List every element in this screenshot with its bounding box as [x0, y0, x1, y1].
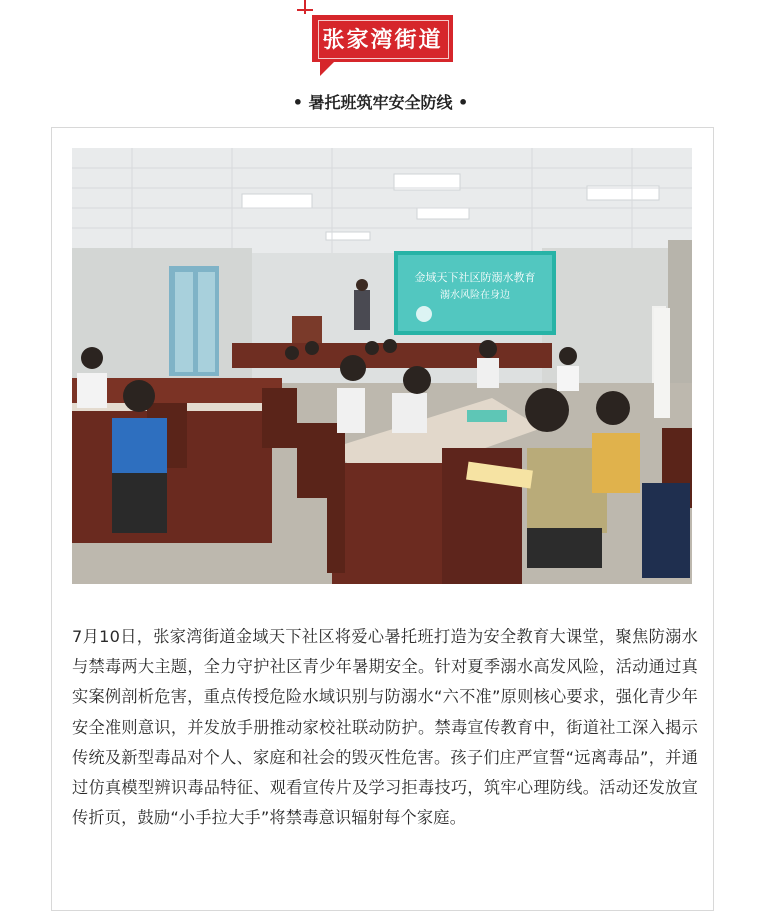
article-subtitle: • 暑托班筑牢安全防线 •: [292, 93, 469, 112]
badge-tail: [320, 62, 334, 76]
screen-subtitle: 溺水风险在身边: [440, 290, 510, 301]
classroom-photo: [72, 148, 692, 584]
screen-title: 金域天下社区防溺水教育: [414, 271, 536, 284]
section-badge-label: 张家湾街道: [322, 28, 443, 53]
article-paragraph: 7月10日，张家湾街道金域天下社区将爱心暑托班打造为安全教育大课堂，聚焦防溺水与禁毒两大主题，全力守护社区青少年暑期安全。针对夏季溺水高发风险，活动通过真实案例剖析危害，重点传授危险水域识别与防溺水“六不准”原则核心要求，强化青少年安全准则意识，并发放手册推动家校社联动防护。禁毒宣传教育中，街道社工深入揭示传统及新型毒品对个人、家庭和社会的毁灭性危害。孩子们庄严宣誓“远离毒品”，并通过仿真模型辨识毒品特征、观看宣传片及学习拒毒技巧，筑牢心理防线。活动还发放宣传折页，鼓励“小手拉大手”将禁毒意识辐射每个家庭。: [72, 627, 698, 828]
badge-inner-border: [318, 20, 449, 59]
